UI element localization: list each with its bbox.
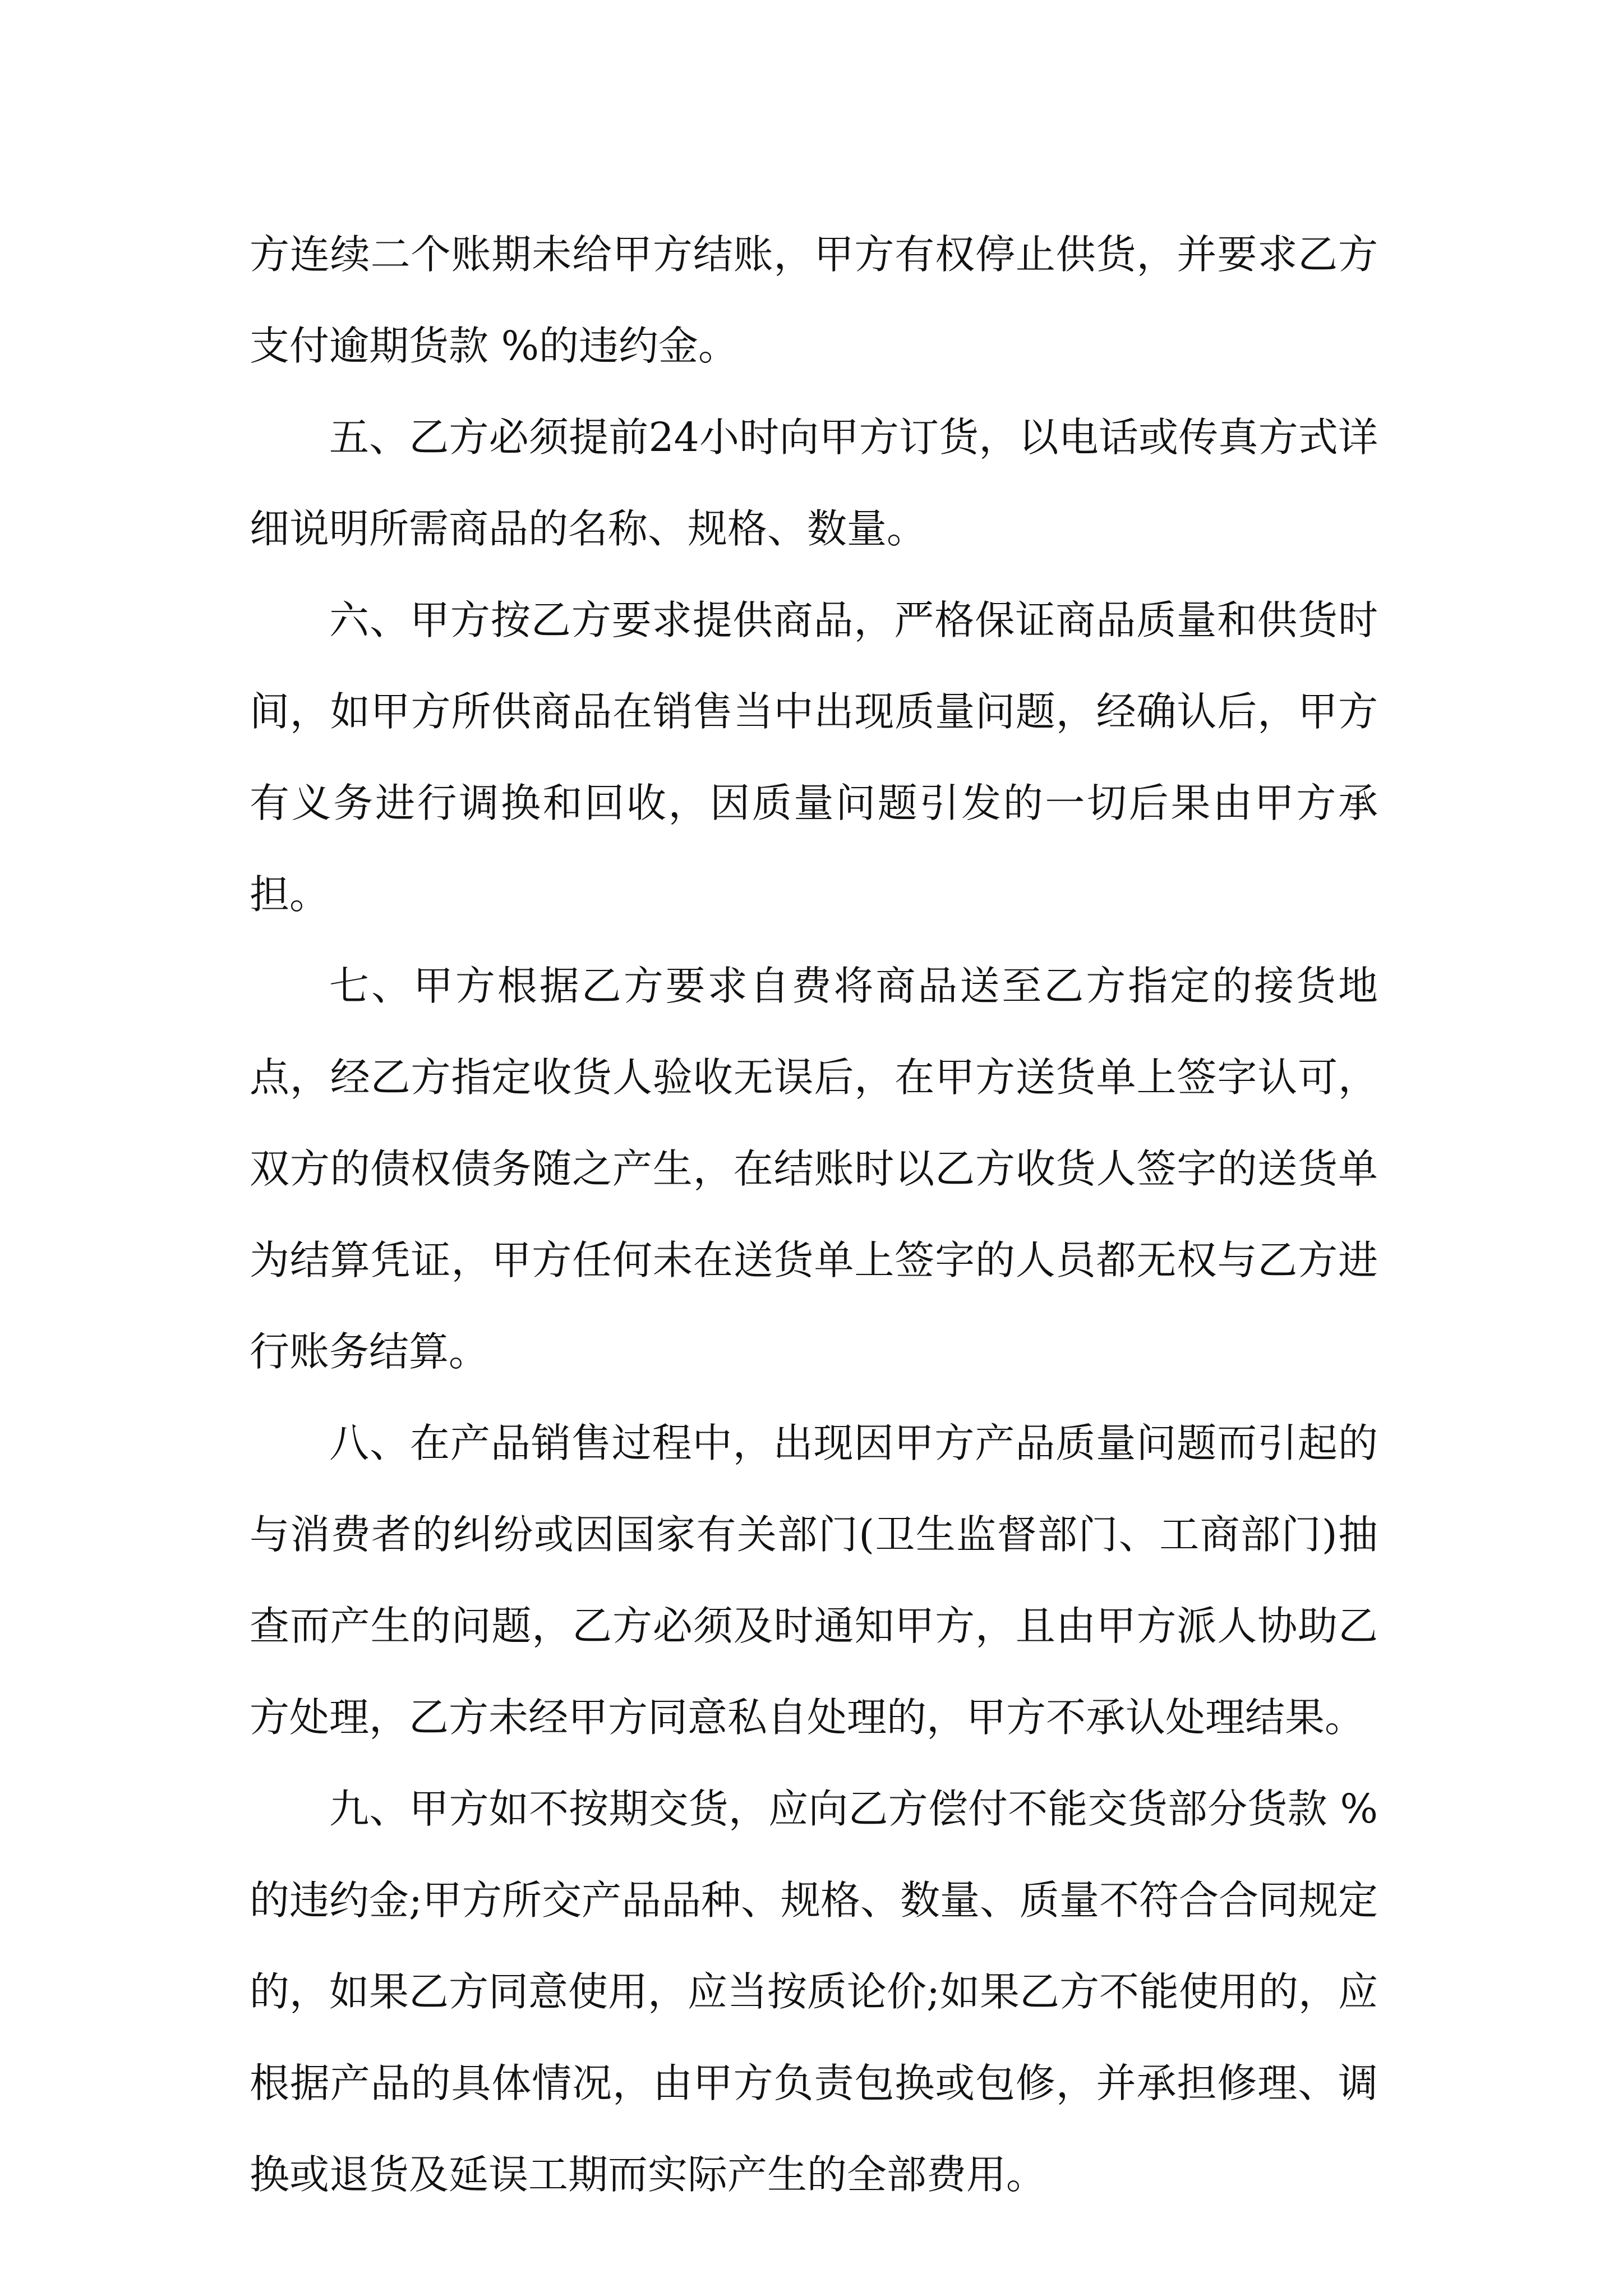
paragraph-group xyxy=(250,209,1378,2220)
paragraph-clause-7: 七、甲方根据乙方要求自费将商品送至乙方指定的接货地点，经乙方指定收货人验收无误后，在甲方送货单上签字认可，双方的债权债务随之产生，在结账时以乙方收货人签字的送货单为结算凭证，甲方任何未在送货单上签字的人员都无权与乙方进行账务结算。 xyxy=(250,963,1378,1375)
paragraph-clause-9: 九、甲方如不按期交货，应向乙方偿付不能交货部分货款 %的违约金;甲方所交产品品种、规格、数量、质量不符合合同规定的，如果乙方同意使用，应当按质论价;如果乙方不能使用的，应根据产品的具体情况，由甲方负责包换或包修，并承担修理、调换或退货及延误工期而实际产生的全部费用。 xyxy=(250,1786,1378,2198)
paragraph-clause-5: 五、乙方必须提前24小时向甲方订货，以电话或传真方式详细说明所需商品的名称、规格、数量。 xyxy=(250,414,1378,552)
paragraph-clause-6: 六、甲方按乙方要求提供商品，严格保证商品质量和供货时间，如甲方所供商品在销售当中出现质量问题，经确认后，甲方有义务进行调换和回收，因质量问题引发的一切后果由甲方承担。 xyxy=(250,597,1378,918)
paragraph-clause-8: 八、在产品销售过程中，出现因甲方产品质量问题而引起的与消费者的纠纷或因国家有关部门(卫生监督部门、工商部门)抽查而产生的问题，乙方必须及时通知甲方，且由甲方派人协助乙方处理，乙方未经甲方同意私自处理的，甲方不承认处理结果。 xyxy=(250,1420,1378,1741)
paragraph-continuation: 方连续二个账期未给甲方结账，甲方有权停止供货，并要求乙方支付逾期货款 %的违约金。 xyxy=(250,231,1378,369)
